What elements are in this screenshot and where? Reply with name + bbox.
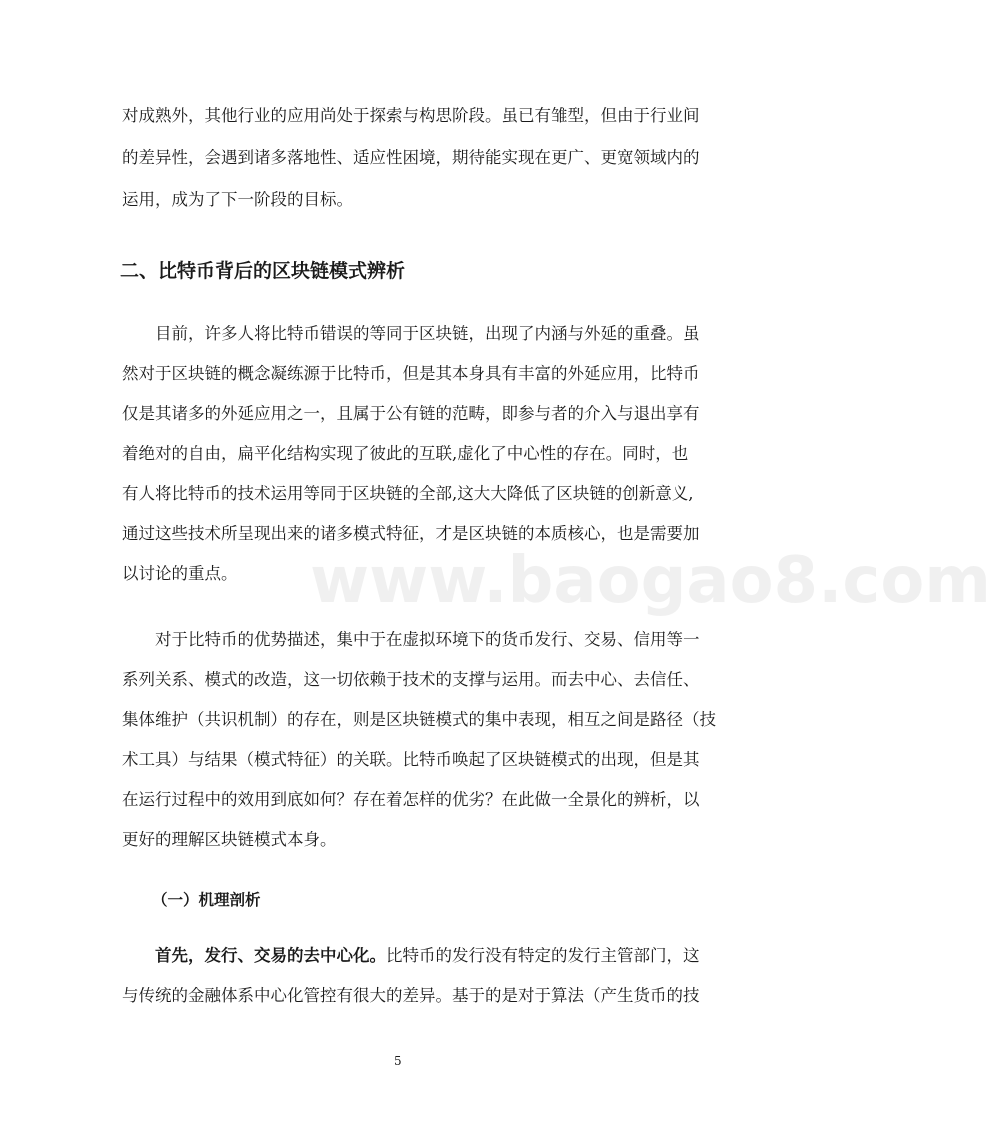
paragraph-1 [122, 100, 700, 216]
text-line [122, 940, 700, 972]
text-line: 着绝对的自由，扁平化结构实现了彼此的互联,虚化了中心性的存在。同时，也 [122, 444, 689, 463]
paragraph-2 [122, 318, 700, 590]
text-line: 与传统的金融体系中心化管控有很大的差异。基于的是对于算法（产生货币的技 [122, 986, 700, 1005]
text-line: 然对于区块链的概念凝练源于比特币，但是其本身具有丰富的外延应用，比特币 [122, 364, 700, 383]
text-line: 有人将比特币的技术运用等同于区块链的全部,这大大降低了区块链的创新意义, [122, 484, 694, 503]
text-line: 系列关系、模式的改造，这一切依赖于技术的支撑与运用。而去中心、去信任、 [122, 670, 700, 689]
subsection-heading: （一）机理剖析 [152, 891, 261, 909]
text-line: 的差异性，会遇到诸多落地性、适应性困境，期待能实现在更广、更宽领域内的 [122, 148, 700, 167]
page-number: 5 [394, 1054, 402, 1068]
text-line: 目前，许多人将比特币错误的等同于区块链，出现了内涵与外延的重叠。虽 [155, 324, 700, 343]
paragraph-3 [122, 624, 716, 856]
text-line: 在运行过程中的效用到底如何？存在着怎样的优劣？在此做一全景化的辨析，以 [122, 790, 700, 809]
text-line: 对成熟外，其他行业的应用尚处于探索与构思阶段。虽已有雏型，但由于行业间 [122, 106, 700, 125]
bold-lead-text: 首先，发行、交易的去中心化。 [155, 946, 386, 965]
text-line: 集体维护（共识机制）的存在，则是区块链模式的集中表现，相互之间是路径（技 [122, 710, 716, 729]
text-line: 通过这些技术所呈现出来的诸多模式特征，才是区块链的本质核心，也是需要加 [122, 524, 700, 543]
text-line: 仅是其诸多的外延应用之一，且属于公有链的范畴，即参与者的介入与退出享有 [122, 404, 700, 423]
text-line: 对于比特币的优势描述，集中于在虚拟环境下的货币发行、交易、信用等一 [155, 630, 700, 649]
text-line: 术工具）与结果（模式特征）的关联。比特币唤起了区块链模式的出现，但是其 [122, 750, 700, 769]
section-heading: 二、比特币背后的区块链模式辨析 [120, 260, 406, 282]
paragraph-4 [122, 940, 700, 1012]
watermark: www.baogao8.com [310, 544, 991, 618]
text-line: 更好的理解区块链模式本身。 [122, 830, 337, 849]
text-line: 以讨论的重点。 [122, 564, 238, 583]
text-run: 比特币的发行没有特定的发行主管部门，这 [386, 946, 700, 965]
text-line: 运用，成为了下一阶段的目标。 [122, 190, 353, 209]
